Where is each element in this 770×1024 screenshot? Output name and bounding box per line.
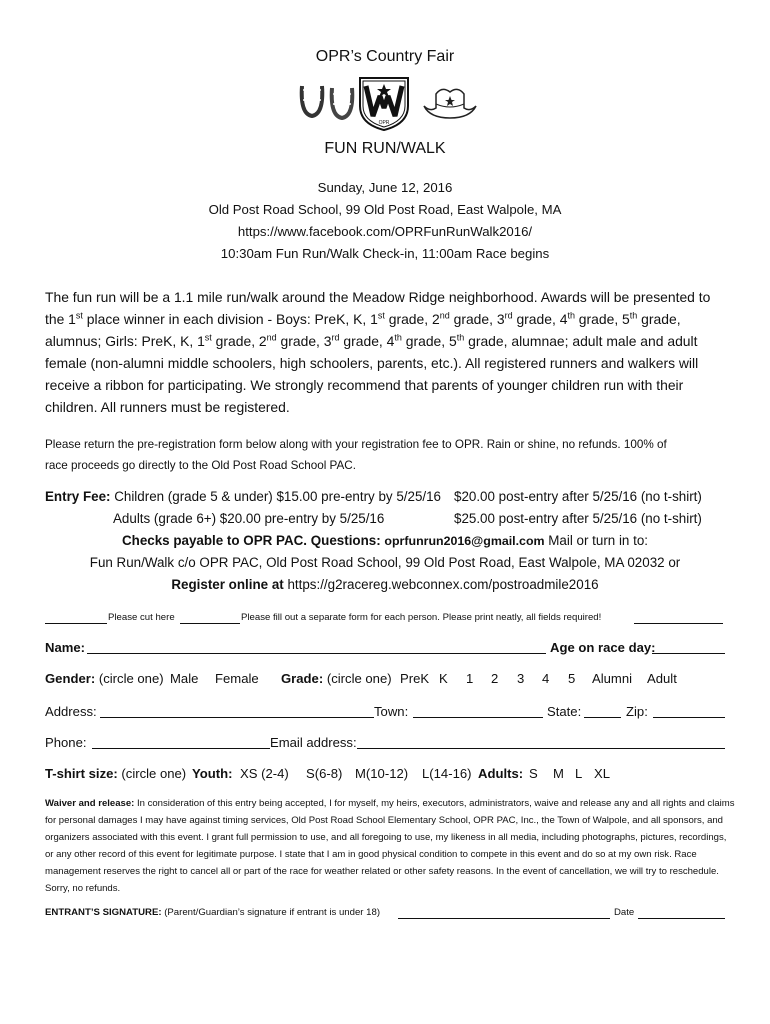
event-time: 10:30am Fun Run/Walk Check-in, 11:00am Race begins <box>220 246 550 261</box>
cut-here-label: Please cut here <box>108 612 175 623</box>
grade-option[interactable]: PreK <box>400 671 430 686</box>
cut-line-right <box>634 623 723 624</box>
grade-label: Grade: (circle one) <box>281 671 392 686</box>
address-label: Address: <box>45 704 97 719</box>
desc-line-4: female (non-alumni middle schoolers, high schoolers, parents, etc.). All registered runners and walkers will <box>45 355 699 371</box>
gender-option-male[interactable]: Male <box>170 671 199 686</box>
desc-line-1: The fun run will be a 1.1 mile run/walk around the Meadow Ridge neighborhood. Awards will be presented to <box>45 289 711 305</box>
adults-label: Adults: <box>478 766 524 781</box>
youth-label: Youth: <box>192 766 233 781</box>
date-label: Date <box>614 907 635 918</box>
date-field[interactable] <box>638 918 725 919</box>
adult-size-option[interactable]: S <box>529 766 538 781</box>
return-note: Please return the pre-registration form below along with your registration fee to OPR. Rain or shine, no refunds. 100% of race proceeds go directly to the Old Post Road School PAC. <box>45 438 667 472</box>
contact-email[interactable]: oprfunrun2016@gmail.com <box>384 534 545 548</box>
fee-children-pre: Entry Fee: Children (grade 5 & under) $15.00 pre-entry by 5/25/16 <box>45 489 442 504</box>
signature-field[interactable] <box>398 918 610 919</box>
gender-option-female[interactable]: Female <box>215 671 259 686</box>
youth-size-option[interactable]: S(6-8) <box>306 766 343 781</box>
adult-size-option[interactable]: M <box>553 766 564 781</box>
grade-option[interactable]: Adult <box>647 671 677 686</box>
cut-line-mid <box>180 623 240 624</box>
state-field[interactable] <box>584 717 621 718</box>
grade-option[interactable]: 5 <box>568 671 576 686</box>
zip-label: Zip: <box>626 704 648 719</box>
fee-adults-post: $25.00 post-entry after 5/25/16 (no t-shirt) <box>454 511 702 526</box>
gender-label: Gender: (circle one) <box>45 671 164 686</box>
event-subtitle: FUN RUN/WALK <box>324 140 446 157</box>
opr-shield-logo <box>356 72 412 132</box>
youth-size-option[interactable]: L(14-16) <box>422 766 472 781</box>
waiver-text: Waiver and release: In consideration of this entry being accepted, I for myself, my heirs, executors, administrators, waive and release any and all rights and claims for personal damages I may have against timing services, Old Post Road School Elementary School, OPR PAC, Inc., the Town of Walpole, and all sponsors, and organizers associated with this event. I grant full permission to use, and all foregoing to use, my likeness in all media, including photographs, pictures, recordings, or any other record of this event for legitimate purpose. I state that I am in good physical condition to compete in this event and do so at my own risk. Race management reserves the right to cancel all or part of the race for weather related or other safety reasons. In the event of cancellation, we will try to reschedule. Sorry, no refunds. <box>45 798 735 895</box>
desc-line-5: receive a ribbon for participating. We strongly recommend that parents of younger children run with their <box>45 377 684 393</box>
cowboy-hat-icon <box>420 82 480 122</box>
grade-option[interactable]: K <box>439 671 448 686</box>
cut-line-left <box>45 623 107 624</box>
email-field[interactable] <box>357 748 725 749</box>
name-field[interactable] <box>87 653 546 654</box>
desc-line-2: the 1st place winner in each division - Boys: PreK, K, 1st grade, 2nd grade, 3rd grade, 4th grade, 5th grade, <box>45 310 681 327</box>
cut-instructions: Please fill out a separate form for each person. Please print neatly, all fields required! <box>241 612 602 623</box>
register-online: Register online at https://g2racereg.webconnex.com/postroadmile2016 <box>171 577 599 592</box>
adult-size-option[interactable]: L <box>575 766 583 781</box>
description-paragraph <box>45 286 735 418</box>
desc-line-6: children. All runners must be registered. <box>45 399 290 415</box>
town-label: Town: <box>374 704 409 719</box>
fee-adults-pre: Adults (grade 6+) $20.00 pre-entry by 5/25/16 <box>113 511 385 526</box>
event-location: Old Post Road School, 99 Old Post Road, East Walpole, MA <box>208 202 562 217</box>
checks-payable: Checks payable to OPR PAC. Questions: oprfunrun2016@gmail.com Mail or turn in to: <box>121 533 648 548</box>
event-date: Sunday, June 12, 2016 <box>317 180 453 195</box>
fee-children-post: $20.00 post-entry after 5/25/16 (no t-shirt) <box>454 489 702 504</box>
youth-size-option[interactable]: M(10-12) <box>355 766 409 781</box>
signature-label: ENTRANT’S SIGNATURE: (Parent/Guardian’s signature if entrant is under 18) <box>45 907 381 918</box>
town-field[interactable] <box>413 717 543 718</box>
grade-option[interactable]: 2 <box>491 671 499 686</box>
tshirt-label: T-shirt size: (circle one) <box>45 766 187 781</box>
event-url[interactable]: https://www.facebook.com/OPRFunRunWalk2016/ <box>237 224 533 239</box>
age-label: Age on race day: <box>550 640 656 655</box>
grade-option[interactable]: 4 <box>542 671 550 686</box>
grade-option[interactable]: 3 <box>517 671 525 686</box>
grade-option[interactable]: 1 <box>466 671 474 686</box>
phone-field[interactable] <box>92 748 270 749</box>
document-title: OPR’s Country Fair <box>315 48 455 65</box>
age-field[interactable] <box>652 653 725 654</box>
youth-size-option[interactable]: XS (2-4) <box>240 766 289 781</box>
adult-size-option[interactable]: XL <box>594 766 611 781</box>
zip-field[interactable] <box>653 717 725 718</box>
phone-label: Phone: <box>45 735 87 750</box>
register-url[interactable]: https://g2racereg.webconnex.com/postroadmile2016 <box>283 577 599 592</box>
email-label: Email address: <box>270 735 357 750</box>
state-label: State: <box>547 704 582 719</box>
desc-line-3: alumnus; Girls: PreK, K, 1st grade, 2nd grade, 3rd grade, 4th grade, 5th grade, alumnae; adult male and adult <box>45 332 698 349</box>
address-field[interactable] <box>100 717 374 718</box>
grade-option[interactable]: Alumni <box>592 671 633 686</box>
logo-text: OPR <box>378 120 390 126</box>
name-label: Name: <box>45 640 86 655</box>
mail-address: Fun Run/Walk c/o OPR PAC, Old Post Road School, 99 Old Post Road, East Walpole, MA 02032 or <box>89 555 681 570</box>
